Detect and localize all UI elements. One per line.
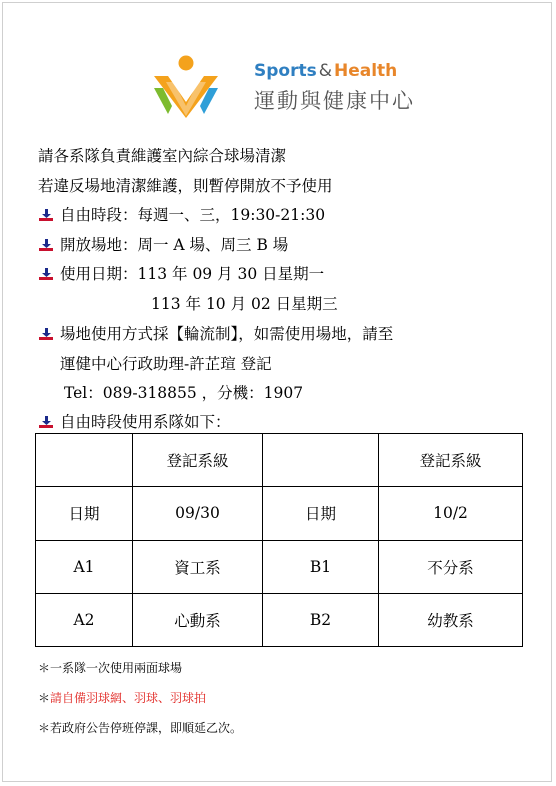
list-title-item (38, 412, 231, 432)
logo-sports-text: Sports (254, 61, 317, 81)
date-item (38, 264, 324, 284)
table-row (36, 540, 523, 593)
table-header-cell (263, 434, 379, 487)
venue-text: 開放場地：周一 A 場、周三 B 場 (60, 236, 289, 254)
note-2 (38, 689, 206, 706)
table-row (36, 487, 523, 540)
table-header-row (36, 434, 523, 487)
table-header-cell: 登記系級 (133, 434, 263, 487)
logo-chinese-text: 運動與健康中心 (254, 89, 415, 113)
table-cell: 不分系 (379, 540, 523, 593)
table-cell: A1 (36, 540, 133, 593)
note-1: ＊一系隊一次使用兩面球場 (38, 661, 183, 675)
arrow-bullet-icon (38, 415, 54, 429)
table-cell: 心動系 (133, 593, 263, 646)
notice-line-1: 請各系隊負責維護室內綜合球場清潔 (38, 147, 287, 165)
table-cell: B1 (263, 540, 379, 593)
table-row (36, 593, 523, 646)
note-2-star: ＊ (38, 691, 51, 705)
arrow-bullet-icon (38, 208, 54, 222)
register-text: 運健中心行政助理-許芷瑄 登記 (60, 355, 272, 373)
table-cell: 日期 (263, 487, 379, 540)
table-cell: A2 (36, 593, 133, 646)
table-cell: 日期 (36, 487, 133, 540)
logo-amp-text: & (318, 61, 332, 81)
date-2-text: 113 年 10 月 02 日星期三 (151, 295, 338, 313)
list-title-text: 自由時段使用系隊如下： (60, 413, 231, 431)
method-text: 場地使用方式採【輪流制】，如需使用場地，請至 (60, 325, 394, 343)
note-2-text: 請自備羽球網、羽球、羽球拍 (50, 691, 207, 705)
table-cell: B2 (263, 593, 379, 646)
method-item (38, 324, 393, 344)
free-time-item (38, 205, 325, 225)
table-cell: 資工系 (133, 540, 263, 593)
table-header-cell: 登記系級 (379, 434, 523, 487)
table-cell: 幼教系 (379, 593, 523, 646)
venue-item (38, 235, 288, 255)
table-cell: 09/30 (133, 487, 263, 540)
table-cell: 10/2 (379, 487, 523, 540)
sports-health-logo-icon (150, 52, 222, 122)
tel-text: Tel：089-318855 ，分機：1907 (64, 384, 304, 402)
free-time-text: 自由時段：每週一、三，19:30-21:30 (60, 206, 326, 224)
logo-english-text (254, 61, 397, 81)
arrow-bullet-icon (38, 267, 54, 281)
note-3: ＊若政府公告停班停課，即順延乙次。 (38, 721, 243, 735)
schedule-table (35, 433, 523, 647)
table-header-cell (36, 434, 133, 487)
arrow-bullet-icon (38, 327, 54, 341)
notice-line-2: 若違反場地清潔維護，則暫停開放不予使用 (38, 177, 333, 195)
date-1-text: 使用日期：113 年 09 月 30 日星期一 (60, 265, 325, 283)
arrow-bullet-icon (38, 238, 54, 252)
logo-health-text: Health (334, 61, 398, 81)
